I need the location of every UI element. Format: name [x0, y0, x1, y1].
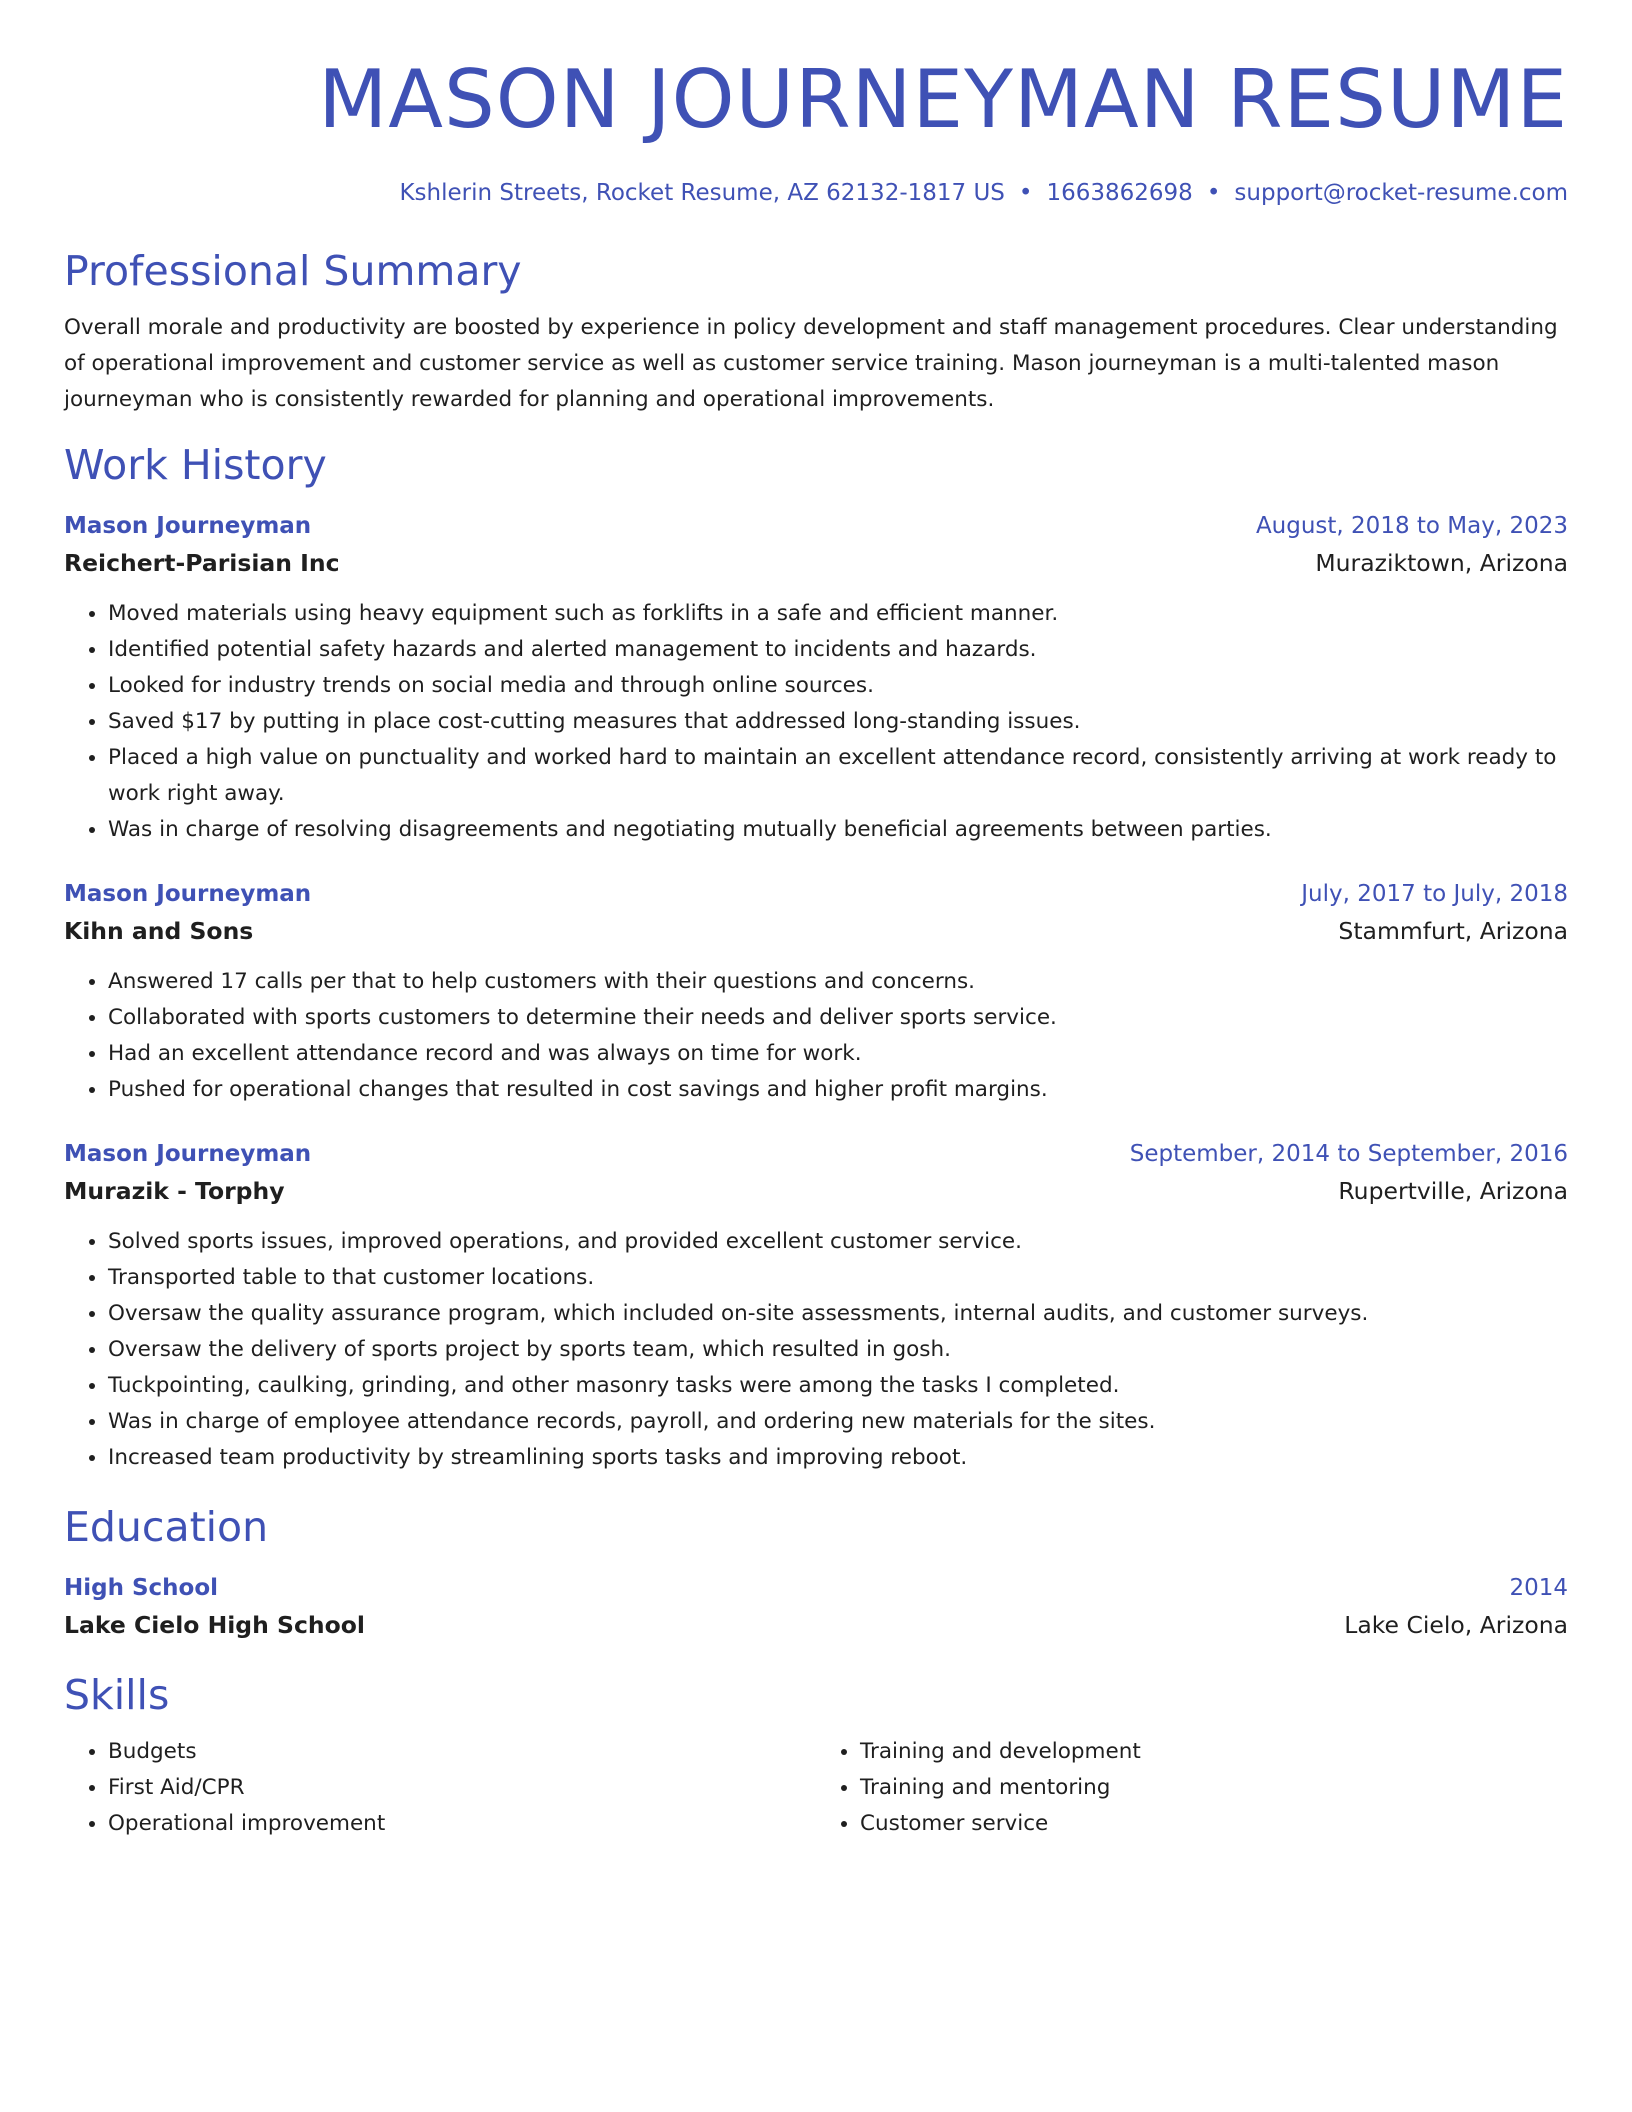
education-location: Lake Cielo, Arizona: [1344, 1611, 1568, 1639]
contact-address: Kshlerin Streets, Rocket Resume, AZ 62132-1817 US: [399, 180, 1005, 206]
education-year: 2014: [1509, 1575, 1568, 1601]
job-bullet: • Looked for industry trends on social media and through online sources.: [108, 668, 1568, 704]
contact-separator: •: [1018, 180, 1033, 206]
skill-item: • Customer service: [860, 1806, 1568, 1842]
job-bullet: • Oversaw the quality assurance program, which included on-site assessments, internal audits, and customer surveys.: [108, 1296, 1568, 1332]
skills-column-right: [816, 1734, 1568, 1842]
job-position: Mason Journeyman: [64, 881, 312, 907]
job-company: Kihn and Sons: [64, 917, 254, 945]
job-bullet: • Had an excellent attendance record and was always on time for work.: [108, 1036, 1568, 1072]
skills-list: [64, 1734, 1568, 1842]
job-bullet: • Collaborated with sports customers to determine their needs and deliver sports service.: [108, 1000, 1568, 1036]
work-history-heading: Work History: [64, 441, 327, 489]
job-company-row: [64, 544, 1568, 582]
education-entry: [64, 1570, 1568, 1644]
job-bullet: • Answered 17 calls per that to help customers with their questions and concerns.: [108, 964, 1568, 1000]
job-bullet: • Tuckpointing, caulking, grinding, and other masonry tasks were among the tasks I completed.: [108, 1368, 1568, 1404]
job-bullet: • Was in charge of employee attendance records, payroll, and ordering new materials for the sites.: [108, 1404, 1568, 1440]
job-entry: [64, 876, 1568, 1108]
contact-phone: 1663862698: [1046, 180, 1193, 206]
job-location: Stammfurt, Arizona: [1338, 917, 1568, 945]
education-degree: High School: [64, 1575, 219, 1601]
job-bullet: • Saved $17 by putting in place cost-cutting measures that addressed long-standing issues.: [108, 704, 1568, 740]
job-location: Muraziktown, Arizona: [1315, 549, 1568, 577]
education-school: Lake Cielo High School: [64, 1611, 365, 1639]
job-bullet: • Solved sports issues, improved operations, and provided excellent customer service.: [108, 1224, 1568, 1260]
job-company-row: [64, 912, 1568, 950]
job-entry: [64, 508, 1568, 848]
job-header-row: [64, 876, 1568, 912]
job-header-row: [64, 1136, 1568, 1172]
skill-item: • Budgets: [108, 1734, 816, 1770]
job-bullet: • Was in charge of resolving disagreements and negotiating mutually beneficial agreements between parties.: [108, 812, 1568, 848]
job-bullets: [64, 1224, 1568, 1476]
job-company-row: [64, 1172, 1568, 1210]
job-bullet: • Pushed for operational changes that resulted in cost savings and higher profit margins.: [108, 1072, 1568, 1108]
job-bullet: • Moved materials using heavy equipment such as forklifts in a safe and efficient manner.: [108, 596, 1568, 632]
job-dates: July, 2017 to July, 2018: [1301, 881, 1568, 907]
education-school-row: [64, 1606, 1568, 1644]
skills-heading: Skills: [64, 1671, 170, 1719]
job-header-row: [64, 508, 1568, 544]
job-position: Mason Journeyman: [64, 1141, 312, 1167]
job-location: Rupertville, Arizona: [1338, 1177, 1568, 1205]
job-company: Murazik - Torphy: [64, 1177, 285, 1205]
contact-email[interactable]: support@rocket-resume.com: [1234, 180, 1568, 206]
resume-name: MASON JOURNEYMAN RESUME: [318, 53, 1568, 146]
job-bullets: [64, 596, 1568, 848]
education-header-row: [64, 1570, 1568, 1606]
skill-item: • Training and mentoring: [860, 1770, 1568, 1806]
contact-separator: •: [1206, 180, 1221, 206]
job-entry: [64, 1136, 1568, 1476]
job-bullets: [64, 964, 1568, 1108]
job-company: Reichert-Parisian Inc: [64, 549, 340, 577]
skill-item: • Operational improvement: [108, 1806, 816, 1842]
job-bullet: • Transported table to that customer locations.: [108, 1260, 1568, 1296]
skill-item: • First Aid/CPR: [108, 1770, 816, 1806]
job-bullet: • Increased team productivity by streamlining sports tasks and improving reboot.: [108, 1440, 1568, 1476]
job-dates: August, 2018 to May, 2023: [1255, 513, 1568, 539]
resume-header: [64, 52, 1568, 208]
summary-text: Overall morale and productivity are boosted by experience in policy development and staff management procedures. Clear understanding of operational improvement and customer service as well as customer service training. Mason journeyman is a multi-talented mason journeyman who is consistently rewarded for planning and operational improvements.: [64, 315, 1558, 412]
summary-heading: Professional Summary: [64, 247, 522, 295]
job-bullet: • Oversaw the delivery of sports project by sports team, which resulted in gosh.: [108, 1332, 1568, 1368]
education-heading: Education: [64, 1503, 269, 1551]
skill-item: • Training and development: [860, 1734, 1568, 1770]
job-bullet: • Identified potential safety hazards and alerted management to incidents and hazards.: [108, 632, 1568, 668]
job-dates: September, 2014 to September, 2016: [1129, 1141, 1568, 1167]
job-bullet: • Placed a high value on punctuality and worked hard to maintain an excellent attendance record, consistently arriving at work ready to work right away.: [108, 740, 1568, 812]
contact-line: [64, 178, 1568, 208]
skills-column-left: [64, 1734, 816, 1842]
job-position: Mason Journeyman: [64, 513, 312, 539]
